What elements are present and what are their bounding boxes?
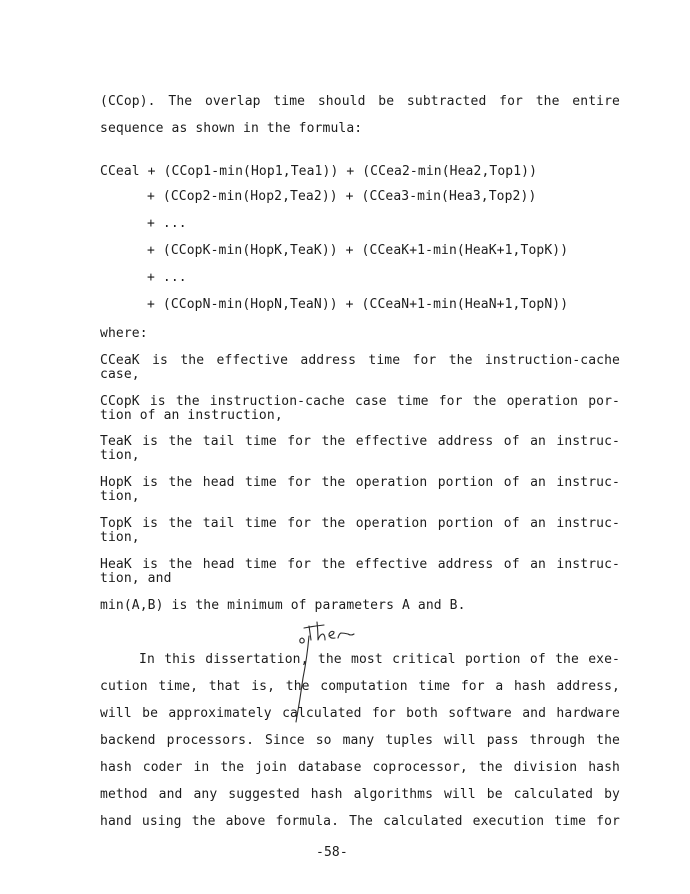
definition-line: tion, and (100, 571, 172, 586)
formula-line-3: + ... (147, 216, 187, 231)
paragraph-line: hand using the above formula. The calculated execution time for (100, 814, 620, 829)
definition-line: TeaK is the tail time for the effective address of an instruc- (100, 434, 620, 449)
paragraph-line: cution time, that is, the computation time for a hash address, (100, 679, 620, 694)
formula-line-6: + (CCopN-min(HopN,TeaN)) + (CCeaN+1-min(HeaN+1,TopN)) (147, 297, 569, 312)
paragraph-line: backend processors. Since so many tuples will pass through the (100, 733, 620, 748)
definition-line: tion, (100, 448, 140, 463)
definition-line: case, (100, 367, 140, 382)
definition-line: HeaK is the head time for the effective address of an instruc- (100, 557, 620, 572)
paragraph-line: method and any suggested hash algorithms will be calculated by (100, 787, 620, 802)
paragraph-line: hash coder in the join database coprocessor, the division hash (100, 760, 620, 775)
definition-line: TopK is the tail time for the operation portion of an instruc- (100, 516, 620, 531)
definition-line: tion, (100, 530, 140, 545)
min-definition: min(A,B) is the minimum of parameters A and B. (100, 598, 466, 613)
formula-line-4: + (CCopK-min(HopK,TeaK)) + (CCeaK+1-min(HeaK+1,TopK)) (147, 243, 569, 258)
definition-line: HopK is the head time for the operation portion of an instruc- (100, 475, 620, 490)
formula-line-5: + ... (147, 270, 187, 285)
formula-line-1: CCeal + (CCop1-min(Hop1,Tea1)) + (CCea2-min(Hea2,Top1)) (100, 164, 538, 179)
page-number: -58- (316, 845, 348, 860)
formula-line-2: + (CCop2-min(Hop2,Tea2)) + (CCea3-min(Hea3,Top2)) (147, 189, 537, 204)
intro-line-2: sequence as shown in the formula: (100, 121, 363, 136)
paragraph-line: will be approximately calculated for both software and hardware (100, 706, 620, 721)
definition-line: tion of an instruction, (100, 408, 283, 423)
where-label: where: (100, 326, 148, 341)
definition-line: CCopK is the instruction-cache case time for the operation por- (100, 394, 620, 409)
definition-line: CCeaK is the effective address time for the instruction-cache (100, 353, 620, 368)
intro-line-1: (CCop). The overlap time should be subtracted for the entire (100, 94, 620, 109)
paragraph-line: In this dissertation, the most critical portion of the exe- (139, 652, 620, 667)
definition-line: tion, (100, 489, 140, 504)
